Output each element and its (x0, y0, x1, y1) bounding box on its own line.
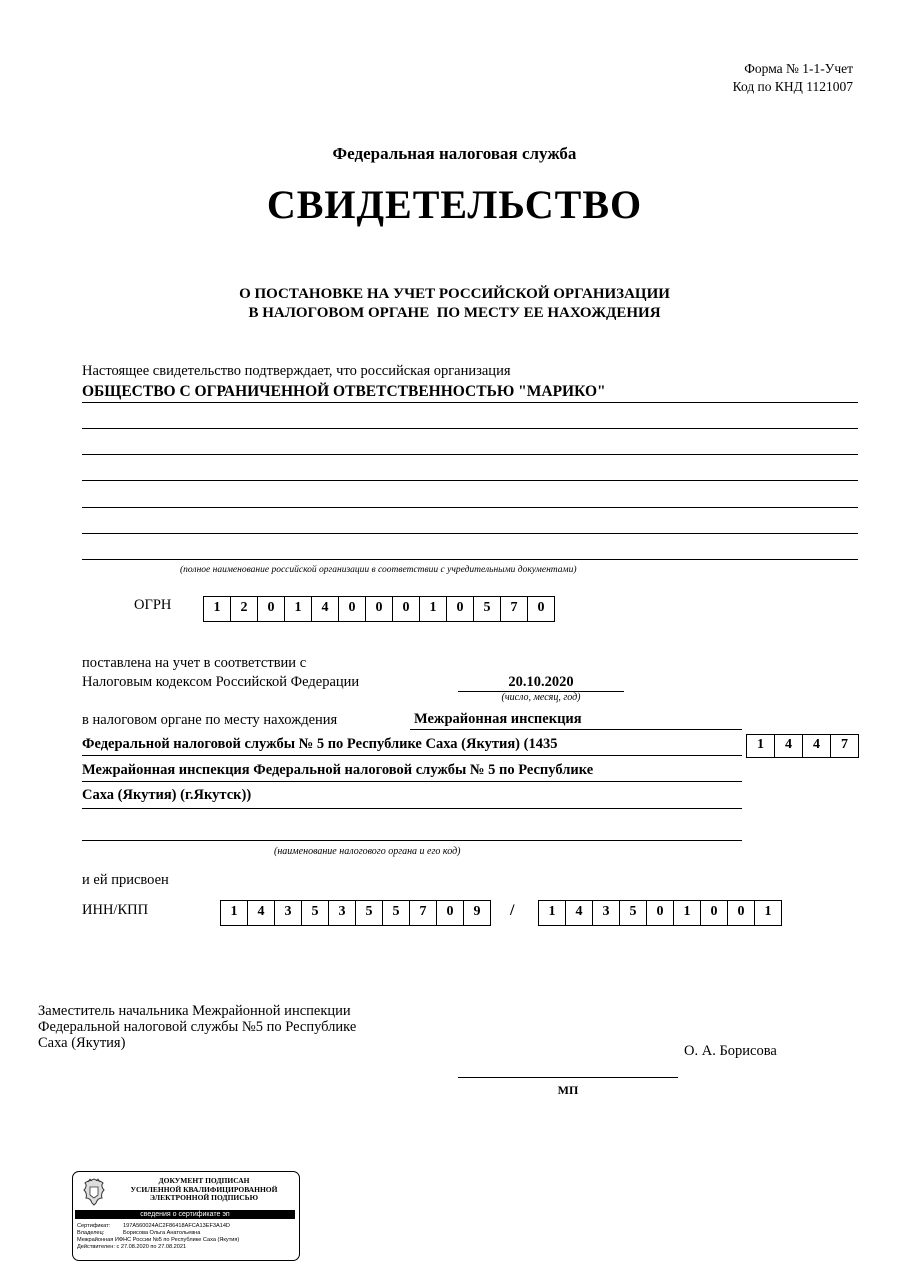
document-subtitle-line-2: В НАЛОГОВОМ ОРГАНЕ ПО МЕСТУ ЕЕ НАХОЖДЕНИЯ (248, 305, 661, 321)
authority-line-5 (82, 840, 742, 841)
signer-name: О. А. Борисова (684, 1043, 777, 1059)
authority-line-3 (82, 781, 742, 782)
signer-position-line-3: Саха (Якутия) (38, 1035, 126, 1051)
inn-digit: 3 (329, 901, 356, 925)
registration-date-caption: (число, месяц, год) (501, 692, 581, 703)
authority-line-1 (410, 729, 742, 730)
inn-digit: 5 (356, 901, 383, 925)
registration-line-1: поставлена на учет в соответствии с (82, 655, 307, 671)
signer-position-line-1: Заместитель начальника Межрайонной инспекции (38, 1003, 351, 1019)
tax-authority-line-1: Межрайонная инспекция (414, 711, 582, 727)
name-line-5 (82, 507, 858, 508)
kpp-digit: 1 (539, 901, 566, 925)
ogrn-digit: 1 (420, 597, 447, 621)
signature-line (458, 1077, 678, 1078)
name-line-3 (82, 454, 858, 455)
inn-digit: 1 (221, 901, 248, 925)
e-signature-title (113, 1177, 295, 1203)
authority-line-4 (82, 808, 742, 809)
ogrn-digit: 0 (339, 597, 366, 621)
authority-code-digit: 4 (775, 735, 803, 757)
certificate-row (77, 1223, 230, 1230)
owner-label: Владелец: (77, 1230, 105, 1236)
owner-row (77, 1230, 200, 1237)
seal-placeholder: МП (557, 1083, 579, 1097)
kpp-cells (538, 900, 782, 926)
inn-digit: 3 (275, 901, 302, 925)
ogrn-digit: 0 (447, 597, 474, 621)
organization-name: ОБЩЕСТВО С ОГРАНИЧЕННОЙ ОТВЕТСТВЕННОСТЬЮ "МАРИКО" (82, 383, 606, 400)
ogrn-digit: 4 (312, 597, 339, 621)
certificate-info-bar: сведения о сертификате эп (75, 1210, 295, 1219)
name-line-1 (82, 402, 858, 403)
tax-authority-code-cells (746, 734, 859, 758)
ogrn-digit: 0 (393, 597, 420, 621)
inn-digit: 7 (410, 901, 437, 925)
signer-position-line-2: Федеральной налоговой службы №5 по Республике (38, 1019, 357, 1035)
registration-place-prefix: в налоговом органе по месту нахождения (82, 712, 338, 728)
ogrn-digit: 1 (204, 597, 231, 621)
organization-row (77, 1237, 239, 1244)
kpp-digit: 5 (620, 901, 647, 925)
name-line-6 (82, 533, 858, 534)
e-signature-title-line-2: УСИЛЕННОЙ КВАЛИФИЦИРОВАННОЙ (130, 1184, 278, 1194)
inn-digit: 5 (383, 901, 410, 925)
tax-authority-caption: (наименование налогового органа и его код) (274, 846, 461, 857)
inn-digit: 0 (437, 901, 464, 925)
kpp-digit: 0 (701, 901, 728, 925)
ogrn-digit: 1 (285, 597, 312, 621)
inn-cells (220, 900, 491, 926)
document-title: СВИДЕТЕЛЬСТВО (266, 182, 643, 227)
kpp-digit: 1 (674, 901, 701, 925)
validity-row (77, 1244, 186, 1251)
authority-code-digit: 7 (831, 735, 859, 757)
ogrn-digit: 0 (258, 597, 285, 621)
knd-code: Код по КНД 1121007 (732, 79, 853, 94)
ogrn-cells (203, 596, 555, 622)
authority-code-digit: 4 (803, 735, 831, 757)
name-line-4 (82, 480, 858, 481)
ogrn-label: ОГРН (134, 597, 172, 613)
ogrn-digit: 5 (474, 597, 501, 621)
certificate-intro: Настоящее свидетельство подтверждает, что российская организация (82, 363, 511, 379)
ogrn-digit: 7 (501, 597, 528, 621)
validity-value: с 27.08.2020 по 27.08.2021 (116, 1244, 187, 1250)
tax-authority-line-3: Межрайонная инспекция Федеральной налоговой службы № 5 по Республике (82, 762, 594, 778)
authority-line-2 (82, 755, 742, 756)
tax-authority-line-2: Федеральной налоговой службы № 5 по Республике Саха (Якутия) (1435 (82, 736, 558, 752)
organization-name-caption: (полное наименование российской организации в соответствии с учредительными документами) (180, 565, 577, 575)
e-signature-title-line-1: ДОКУМЕНТ ПОДПИСАН (158, 1176, 250, 1185)
kpp-digit: 0 (647, 901, 674, 925)
document-subtitle-line-1: О ПОСТАНОВКЕ НА УЧЕТ РОССИЙСКОЙ ОРГАНИЗАЦИИ (239, 286, 670, 302)
e-signature-stamp (72, 1171, 300, 1261)
name-line-2 (82, 428, 858, 429)
name-line-7 (82, 559, 858, 560)
ogrn-digit: 0 (366, 597, 393, 621)
kpp-digit: 0 (728, 901, 755, 925)
tax-authority-line-4: Саха (Якутия) (г.Якутск)) (82, 787, 252, 803)
inn-digit: 4 (248, 901, 275, 925)
agency-name: Федеральная налоговая служба (332, 144, 577, 163)
ogrn-digit: 2 (231, 597, 258, 621)
ogrn-digit: 0 (528, 597, 555, 621)
registration-date: 20.10.2020 (508, 674, 574, 690)
owner-value: Борисова Ольга Анатольевна (123, 1230, 201, 1236)
form-number: Форма № 1-1-Учет (744, 61, 853, 76)
assigned-label: и ей присвоен (82, 872, 169, 888)
emblem-icon (77, 1175, 111, 1209)
validity-label: Действителен: (77, 1244, 115, 1250)
owner-organization: Межрайонная ИФНС России №5 по Республике Саха (Якутия) (77, 1237, 240, 1243)
authority-code-digit: 1 (747, 735, 775, 757)
inn-digit: 9 (464, 901, 491, 925)
registration-line-2: Налоговым кодексом Российской Федерации (82, 674, 360, 690)
inn-digit: 5 (302, 901, 329, 925)
kpp-digit: 4 (566, 901, 593, 925)
kpp-digit: 1 (755, 901, 782, 925)
inn-kpp-label: ИНН/КПП (82, 902, 149, 918)
certificate-value: 197A560024AC2F86418AFCA13EF3A14D (123, 1223, 230, 1229)
inn-kpp-separator: / (510, 902, 515, 919)
certificate-label: Сертификат: (77, 1223, 111, 1229)
kpp-digit: 3 (593, 901, 620, 925)
e-signature-title-line-3: ЭЛЕКТРОННОЙ ПОДПИСЬЮ (149, 1193, 259, 1202)
